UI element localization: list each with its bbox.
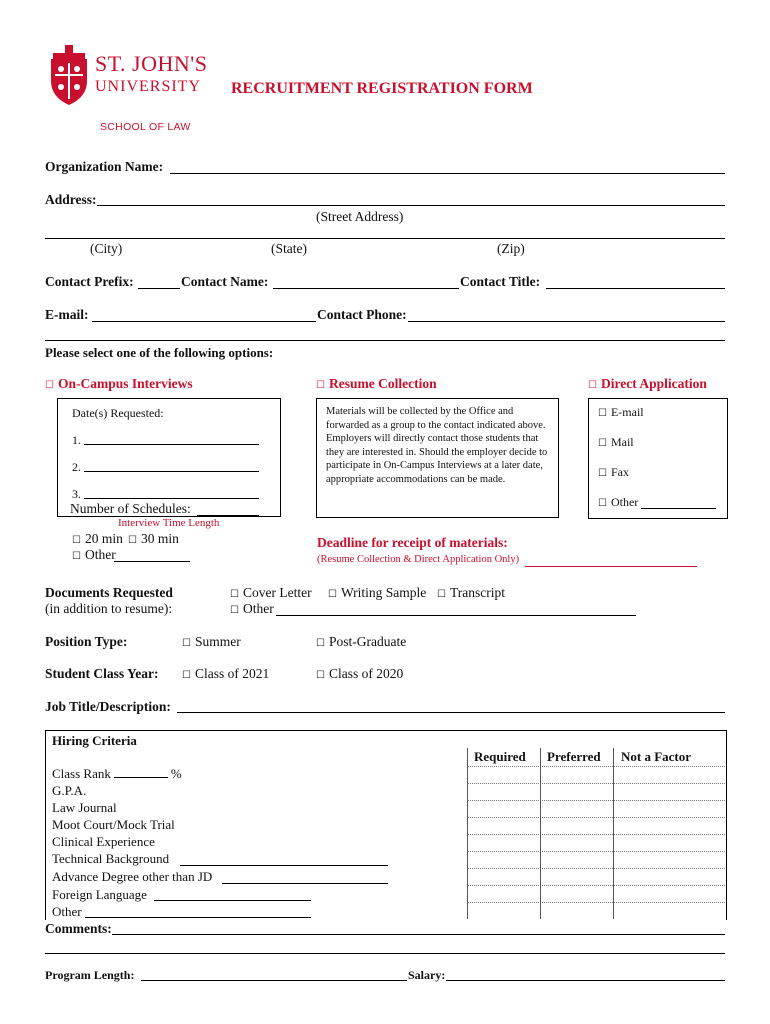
- interview-length-label: Interview Time Length: [118, 517, 220, 529]
- contact-title-field[interactable]: [546, 288, 725, 289]
- resume-collection-option[interactable]: ☐ Resume Collection: [316, 376, 437, 391]
- checkbox-icon[interactable]: ☐: [316, 380, 325, 391]
- grid-line: [467, 817, 725, 818]
- checkbox-icon[interactable]: ☐: [598, 438, 607, 449]
- class-2021-option[interactable]: ☐ Class of 2021: [182, 666, 270, 681]
- deadline-note: (Resume Collection & Direct Application Only): [317, 554, 520, 565]
- checkbox-icon[interactable]: ☐: [230, 605, 239, 616]
- technical-field[interactable]: [180, 865, 388, 866]
- city-state-zip-field[interactable]: [45, 238, 725, 239]
- contact-title-label: Contact Title:: [460, 274, 541, 289]
- grid-line: [467, 766, 725, 767]
- checkbox-icon[interactable]: ☐: [588, 380, 597, 391]
- direct-mail-option[interactable]: ☐ Mail: [598, 435, 634, 449]
- documents-other-option[interactable]: ☐ Other: [230, 601, 274, 616]
- deadline-label: Deadline for receipt of materials:: [317, 535, 508, 550]
- length-20-option[interactable]: ☐ 20 min: [72, 531, 123, 546]
- checkbox-icon[interactable]: ☐: [437, 589, 446, 600]
- checkbox-icon[interactable]: ☐: [128, 535, 137, 546]
- state-caption: (State): [271, 241, 307, 256]
- writing-sample-option[interactable]: ☐ Writing Sample: [328, 585, 427, 600]
- grid-line: [467, 851, 725, 852]
- grid-line: [467, 868, 725, 869]
- post-graduate-option[interactable]: ☐ Post-Graduate: [316, 634, 407, 649]
- cover-letter-option[interactable]: ☐ Cover Letter: [230, 585, 312, 600]
- grid-line: [467, 783, 725, 784]
- comments-field[interactable]: [112, 934, 725, 935]
- salary-field[interactable]: [446, 980, 725, 981]
- col-required: Required: [474, 749, 526, 764]
- length-other-field[interactable]: [114, 561, 190, 562]
- checkbox-icon[interactable]: ☐: [230, 589, 239, 600]
- criteria-class-rank: Class Rank %: [52, 766, 182, 781]
- dates-requested-label: Date(s) Requested:: [72, 406, 164, 420]
- contact-phone-label: Contact Phone:: [317, 307, 407, 322]
- program-length-field[interactable]: [141, 980, 407, 981]
- checkbox-icon[interactable]: ☐: [316, 670, 325, 681]
- documents-sublabel: (in addition to resume):: [45, 601, 173, 616]
- checkbox-icon[interactable]: ☐: [72, 535, 81, 546]
- date-item-2: 2.: [72, 460, 81, 474]
- schedules-field[interactable]: [197, 515, 259, 516]
- grid-line: [467, 902, 725, 903]
- documents-other-field[interactable]: [276, 615, 636, 616]
- class-2020-option[interactable]: ☐ Class of 2020: [316, 666, 404, 681]
- email-label: E-mail:: [45, 307, 89, 322]
- criteria-clinical: Clinical Experience: [52, 834, 155, 849]
- date-item-3: 3.: [72, 487, 81, 501]
- university-logo: [45, 45, 208, 115]
- date-field-1[interactable]: [84, 444, 259, 445]
- contact-prefix-label: Contact Prefix:: [45, 274, 134, 289]
- date-field-2[interactable]: [84, 471, 259, 472]
- criteria-advance-degree: Advance Degree other than JD: [52, 869, 213, 884]
- logo-line-1: ST. JOHN'S: [95, 51, 208, 76]
- section-divider: [45, 340, 725, 341]
- date-field-3[interactable]: [84, 498, 259, 499]
- summer-option[interactable]: ☐ Summer: [182, 634, 241, 649]
- on-campus-option[interactable]: ☐ On-Campus Interviews: [45, 376, 193, 391]
- checkbox-icon[interactable]: ☐: [182, 670, 191, 681]
- address-label: Address:: [45, 192, 97, 207]
- comments-field-2[interactable]: [45, 953, 725, 954]
- direct-other-option[interactable]: ☐ Other: [598, 495, 639, 509]
- logo-line-2: UNIVERSITY: [95, 78, 201, 95]
- advance-degree-field[interactable]: [222, 883, 388, 884]
- street-address-field[interactable]: [97, 205, 725, 206]
- length-30-option[interactable]: ☐ 30 min: [128, 531, 179, 546]
- criteria-gpa: G.P.A.: [52, 783, 87, 798]
- email-field[interactable]: [92, 321, 316, 322]
- grid-line: [467, 885, 725, 886]
- deadline-field[interactable]: [525, 566, 697, 567]
- length-other-option[interactable]: ☐ Other: [72, 547, 116, 562]
- checkbox-icon[interactable]: ☐: [598, 468, 607, 479]
- school-name: SCHOOL OF LAW: [100, 121, 191, 133]
- checkbox-icon[interactable]: ☐: [316, 638, 325, 649]
- checkbox-icon[interactable]: ☐: [45, 380, 54, 391]
- direct-email-option[interactable]: ☐ E-mail: [598, 405, 644, 419]
- options-heading: Please select one of the following options:: [45, 345, 274, 360]
- resume-collection-text: Materials will be collected by the Office and forwarded as a group to the contact indicated above. Employers will directly contact those students that they are interested in. Should the employer decide to participate in On-Campus Interviews at a later date, appropriate accommodations can be made.: [326, 406, 548, 485]
- criteria-law-journal: Law Journal: [52, 800, 117, 815]
- street-caption: (Street Address): [316, 209, 404, 224]
- contact-name-field[interactable]: [273, 288, 459, 289]
- org-name-label: Organization Name:: [45, 159, 164, 174]
- direct-application-option[interactable]: ☐ Direct Application: [588, 376, 707, 391]
- transcript-option[interactable]: ☐ Transcript: [437, 585, 505, 600]
- grid-line: [467, 834, 725, 835]
- job-title-field[interactable]: [177, 712, 725, 713]
- checkbox-icon[interactable]: ☐: [598, 498, 607, 509]
- checkbox-icon[interactable]: ☐: [598, 408, 607, 419]
- position-type-label: Position Type:: [45, 634, 128, 649]
- org-name-field[interactable]: [170, 173, 725, 174]
- page-title: RECRUITMENT REGISTRATION FORM: [231, 80, 533, 97]
- program-length-label: Program Length:: [45, 968, 135, 982]
- direct-other-field[interactable]: [641, 508, 716, 509]
- col-not-a-factor: Not a Factor: [621, 749, 692, 764]
- checkbox-icon[interactable]: ☐: [72, 551, 81, 562]
- documents-label: Documents Requested: [45, 585, 173, 600]
- contact-prefix-field[interactable]: [138, 288, 180, 289]
- schedules-label: Number of Schedules:: [70, 501, 191, 516]
- hiring-criteria-title: Hiring Criteria: [52, 733, 137, 748]
- criteria-other: Other: [52, 904, 82, 919]
- criteria-foreign-language: Foreign Language: [52, 887, 147, 902]
- zip-caption: (Zip): [497, 241, 525, 256]
- checkbox-icon[interactable]: ☐: [182, 638, 191, 649]
- grid-line: [467, 800, 725, 801]
- salary-label: Salary:: [408, 968, 446, 982]
- criteria-other-field[interactable]: [85, 917, 311, 918]
- comments-label: Comments:: [45, 921, 112, 936]
- job-title-label: Job Title/Description:: [45, 699, 171, 714]
- foreign-language-field[interactable]: [154, 900, 311, 901]
- shield-icon: [45, 45, 93, 109]
- date-item-1: 1.: [72, 433, 81, 447]
- class-year-label: Student Class Year:: [45, 666, 159, 681]
- checkbox-icon[interactable]: ☐: [328, 589, 337, 600]
- col-preferred: Preferred: [547, 749, 601, 764]
- contact-phone-field[interactable]: [408, 321, 725, 322]
- direct-fax-option[interactable]: ☐ Fax: [598, 465, 629, 479]
- contact-name-label: Contact Name:: [181, 274, 269, 289]
- city-caption: (City): [90, 241, 123, 256]
- criteria-technical: Technical Background: [52, 851, 170, 866]
- criteria-moot-court: Moot Court/Mock Trial: [52, 817, 175, 832]
